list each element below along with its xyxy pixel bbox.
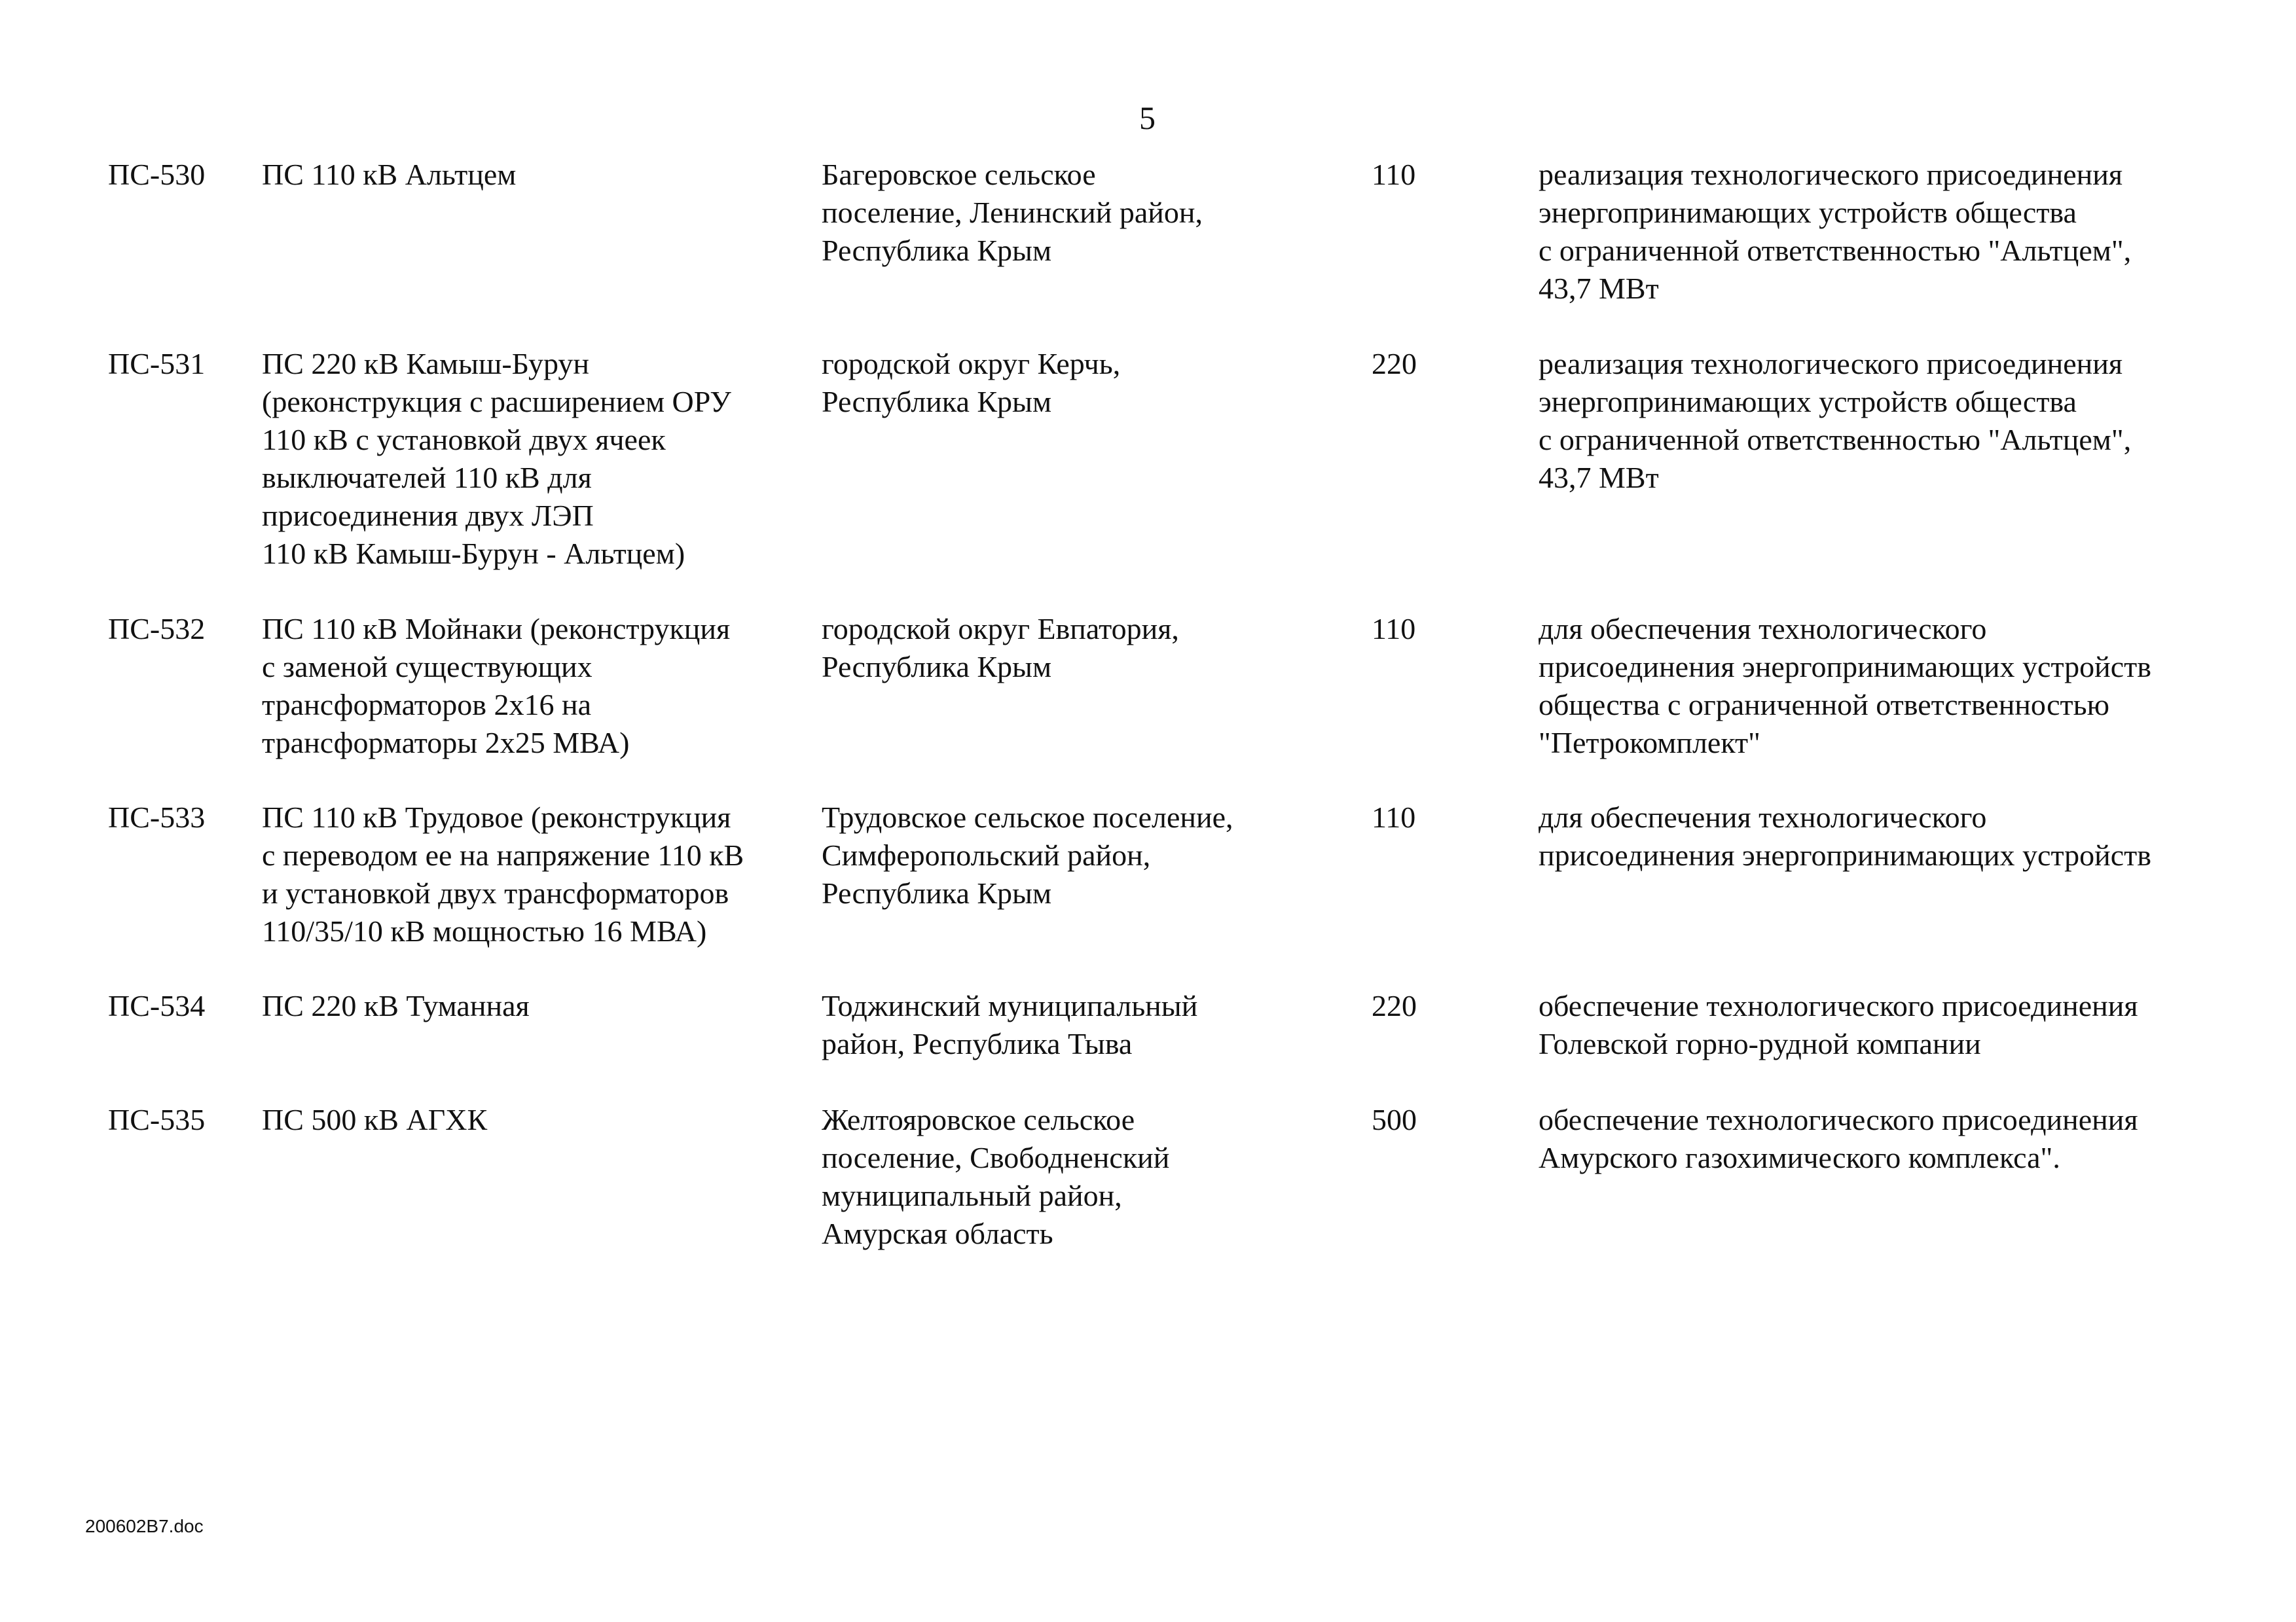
substation-location: Трудовское сельское поселение, Симферопольский район, Республика Крым <box>822 801 1233 910</box>
substation-location: городской округ Керчь, Республика Крым <box>822 347 1121 418</box>
document-filename: 200602B7.doc <box>85 1516 204 1536</box>
substation-name: ПС 110 кВ Трудовое (реконструкция с переводом ее на напряжение 110 кВ и установкой двух трансформаторов 110/35/10 кВ мощностью 16 МВА) <box>262 801 744 948</box>
construction-purpose: обеспечение технологического присоединения Голевской горно-рудной компании <box>1539 989 2138 1060</box>
substation-code: ПС-532 <box>108 612 206 645</box>
substation-location: городской округ Евпатория, Республика Крым <box>822 612 1179 683</box>
page-number: 5 <box>1139 99 1156 136</box>
substation-location: Желтояровское сельское поселение, Свободненский муниципальный район, Амурская область <box>822 1103 1170 1250</box>
substation-code: ПС-534 <box>108 989 206 1022</box>
construction-purpose: для обеспечения технологического присоединения энергопринимающих устройств <box>1539 801 2151 872</box>
substation-name: ПС 220 кВ Камыш-Бурун (реконструкция с расширением ОРУ 110 кВ с установкой двух ячеек выключателей 110 кВ для присоединения двух ЛЭП 110 кВ Камыш-Бурун - Альтцем) <box>262 347 731 570</box>
voltage-class: 110 <box>1372 612 1416 645</box>
substation-name: ПС 110 кВ Альтцем <box>262 158 517 191</box>
construction-purpose: реализация технологического присоединения энергопринимающих устройств общества с ограниченной ответственностью "Альтцем", 43,7 МВт <box>1539 347 2132 494</box>
substation-location: Тоджинский муниципальный район, Республика Тыва <box>822 989 1198 1060</box>
voltage-class: 110 <box>1372 158 1416 191</box>
substation-name: ПС 110 кВ Мойнаки (реконструкция с заменой существующих трансформаторов 2х16 на трансформаторы 2х25 МВА) <box>262 612 731 759</box>
voltage-class: 500 <box>1372 1103 1417 1136</box>
voltage-class: 220 <box>1372 989 1417 1022</box>
substation-name: ПС 500 кВ АГХК <box>262 1103 488 1136</box>
construction-purpose: обеспечение технологического присоединения Амурского газохимического комплекса". <box>1539 1103 2138 1174</box>
substation-code: ПС-531 <box>108 347 206 380</box>
substation-name: ПС 220 кВ Туманная <box>262 989 530 1022</box>
substation-code: ПС-535 <box>108 1103 206 1136</box>
construction-purpose: для обеспечения технологического присоединения энергопринимающих устройств общества с ограниченной ответственностью "Петрокомплект" <box>1539 612 2151 759</box>
substation-location: Багеровское сельское поселение, Ленинский район, Республика Крым <box>822 158 1203 267</box>
voltage-class: 220 <box>1372 347 1417 380</box>
construction-purpose: реализация технологического присоединения энергопринимающих устройств общества с ограниченной ответственностью "Альтцем", 43,7 МВт <box>1539 158 2132 305</box>
substation-code: ПС-530 <box>108 158 206 191</box>
substation-code: ПС-533 <box>108 801 206 834</box>
voltage-class: 110 <box>1372 801 1416 834</box>
